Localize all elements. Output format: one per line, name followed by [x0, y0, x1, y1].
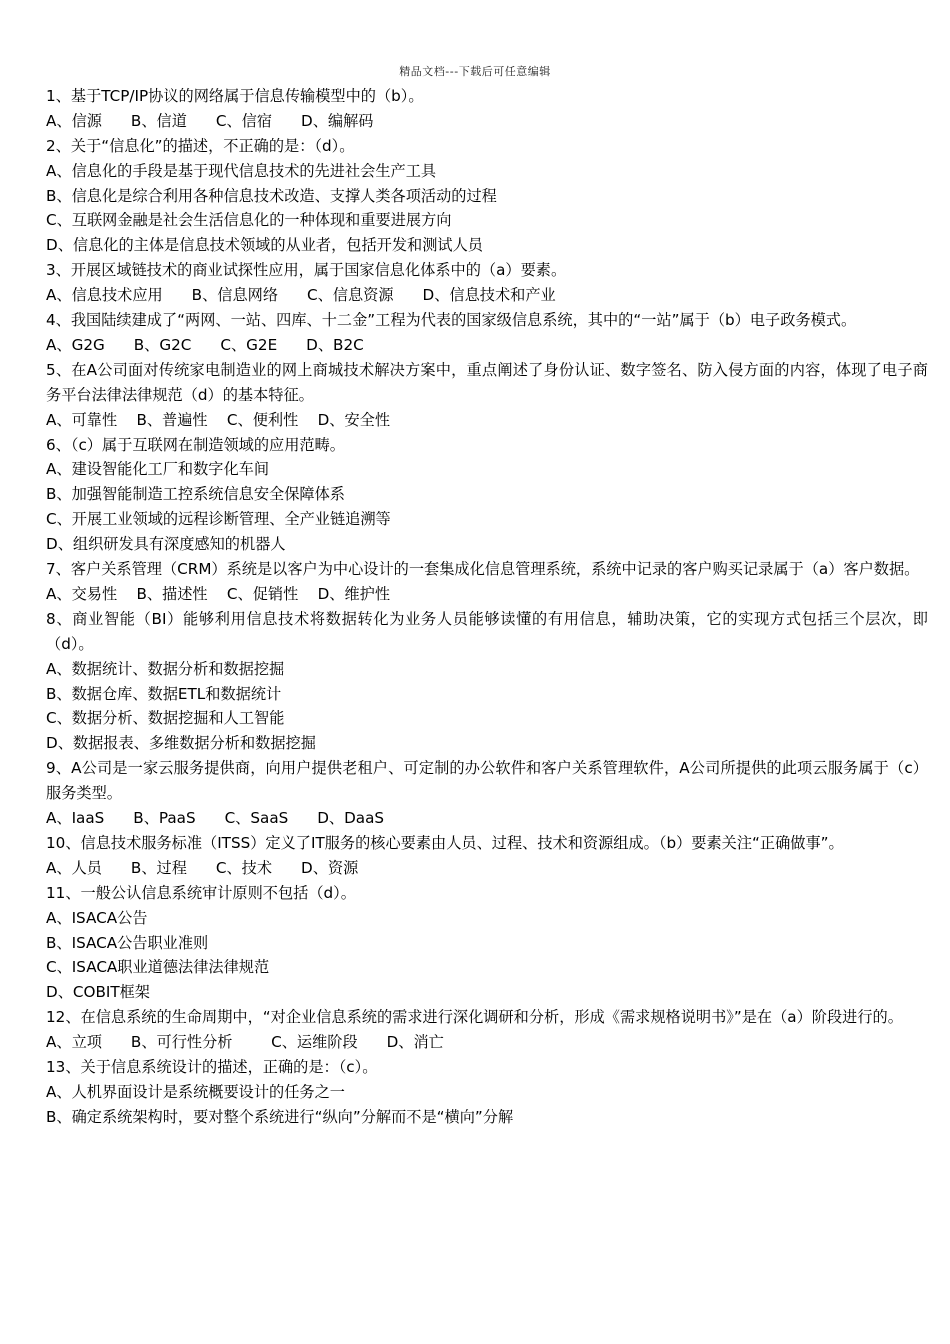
answer-option: A、信息化的手段是基于现代信息技术的先进社会生产工具 [46, 161, 437, 180]
question-stem: 1、基于TCP/IP协议的网络属于信息传输模型中的（b）。 [46, 87, 424, 105]
answer-option: D、COBIT框架 [46, 983, 150, 1002]
answer-option: A、IaaS B、PaaS C、SaaS D、DaaS [46, 809, 385, 828]
answer-option: B、ISACA公告职业准则 [46, 933, 209, 952]
question-item [46, 84, 928, 134]
question-stem: 2、关于“信息化”的描述，不正确的是：（d）。 [46, 136, 355, 155]
answer-option: D、数据报表、多维数据分析和数据挖掘 [46, 734, 316, 753]
question-item [46, 607, 928, 756]
answer-option: A、人机界面设计是系统概要设计的任务之一 [46, 1082, 345, 1101]
question-item [46, 557, 928, 607]
question-item [46, 756, 928, 831]
question-stem: 9、A公司是一家云服务提供商，向用户提供老租户、可定制的办公软件和客户关系管理软件，A公司所提供的此项云服务属于（c）服务类型。 [46, 759, 928, 803]
question-stem: 12、在信息系统的生命周期中，“对企业信息系统的需求进行深化调研和分析，形成《需求规格说明书》”是在（a）阶段进行的。 [46, 1008, 903, 1027]
question-stem: 13、关于信息系统设计的描述，正确的是：（c）。 [46, 1057, 378, 1076]
question-stem: 5、在A公司面对传统家电制造业的网上商城技术解决方案中，重点阐述了身份认证、数字签名、防入侵方面的内容，体现了电子商务平台法律法律规范（d）的基本特征。 [46, 360, 928, 404]
answer-option: A、信息技术应用 B、信息网络 C、信息资源 D、信息技术和产业 [46, 286, 556, 305]
answer-option: B、确定系统架构时，要对整个系统进行“纵向”分解而不是“横向”分解 [46, 1107, 514, 1126]
question-stem: 11、一般公认信息系统审计原则不包括（d）。 [46, 883, 356, 902]
question-item [46, 134, 928, 258]
answer-option: A、G2G B、G2C C、G2E D、B2C [46, 335, 364, 354]
question-item [46, 1005, 928, 1055]
question-item [46, 881, 928, 1005]
question-stem: 7、客户关系管理（CRM）系统是以客户为中心设计的一套集成化信息管理系统，系统中记录的客户购买记录属于（a）客户数据。 [46, 560, 920, 579]
answer-option: A、人员 B、过程 C、技术 D、资源 [46, 858, 359, 877]
answer-option: A、ISACA公告 [46, 908, 148, 927]
answer-option: B、信息化是综合利用各种信息技术改造、支撑人类各项活动的过程 [46, 186, 497, 205]
question-stem: 6、（c）属于互联网在制造领域的应用范畴。 [46, 435, 345, 454]
answer-option: C、开展工业领域的远程诊断管理、全产业链追溯等 [46, 510, 391, 529]
question-item [46, 258, 928, 308]
page-header: 精品文档---下载后可任意编辑 [399, 65, 551, 78]
question-stem: 8、商业智能（BI）能够利用信息技术将数据转化为业务人员能够读懂的有用信息，辅助决策，它的实现方式包括三个层次，即（d）。 [46, 609, 928, 653]
question-stem: 10、信息技术服务标准（ITSS）定义了IT服务的核心要素由人员、过程、技术和资源组成。（b）要素关注“正确做事”。 [46, 833, 844, 852]
answer-option: A、数据统计、数据分析和数据挖掘 [46, 659, 285, 678]
question-stem: 4、我国陆续建成了“两网、一站、四库、十二金”工程为代表的国家级信息系统，其中的“一站”属于（b）电子政务模式。 [46, 311, 857, 330]
answer-option: A、信源 B、信道 C、信宿 D、编解码 [46, 111, 374, 130]
answer-option: C、ISACA职业道德法律法律规范 [46, 958, 270, 977]
question-stem: 3、开展区域链技术的商业试探性应用，属于国家信息化体系中的（a）要素。 [46, 261, 567, 280]
question-item [46, 1055, 928, 1130]
answer-option: A、建设智能化工厂和数字化车间 [46, 460, 270, 479]
question-item [46, 308, 928, 358]
answer-option: B、加强智能制造工控系统信息安全保障体系 [46, 485, 345, 504]
question-item [46, 358, 928, 433]
answer-option: A、立项 B、可行性分析 C、运维阶段 D、消亡 [46, 1033, 444, 1052]
answer-option: D、组织研发具有深度感知的机器人 [46, 535, 286, 554]
answer-option: C、数据分析、数据挖掘和人工智能 [46, 709, 285, 728]
answer-option: B、数据仓库、数据ETL和数据统计 [46, 684, 282, 703]
answer-option: D、信息化的主体是信息技术领域的从业者，包括开发和测试人员 [46, 236, 483, 255]
question-list [46, 84, 928, 1130]
question-item [46, 433, 928, 557]
question-item [46, 831, 928, 881]
answer-option: A、可靠性 B、普遍性 C、便利性 D、安全性 [46, 410, 391, 429]
answer-option: A、交易性 B、描述性 C、促销性 D、维护性 [46, 584, 391, 603]
answer-option: C、互联网金融是社会生活信息化的一种体现和重要进展方向 [46, 211, 452, 230]
